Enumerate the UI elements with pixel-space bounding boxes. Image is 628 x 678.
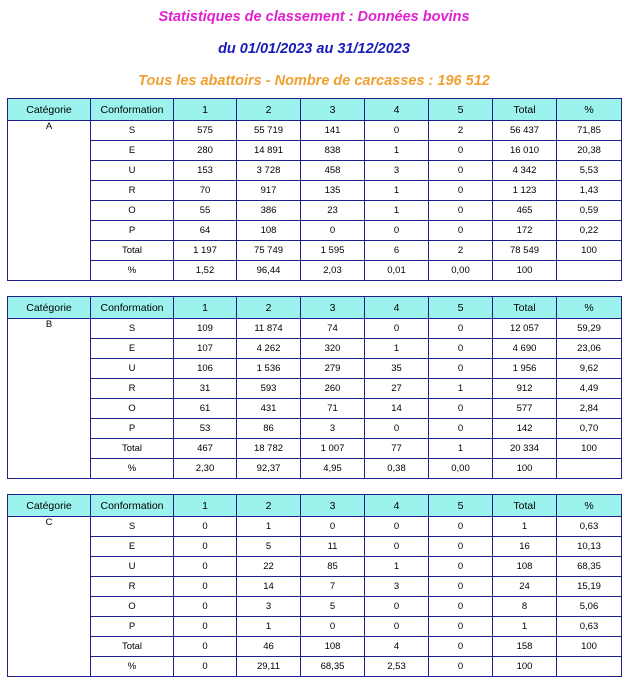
value-cell: 0 [365, 419, 429, 439]
value-cell: 431 [237, 399, 301, 419]
value-cell: 68,35 [301, 657, 365, 677]
value-cell: 16 010 [493, 141, 557, 161]
value-cell: 4,49 [557, 379, 622, 399]
header-class-2: 2 [237, 297, 301, 319]
report-title: Statistiques de classement : Données bovins [158, 9, 470, 25]
table-header-row [8, 297, 622, 319]
header-class-5: 5 [429, 99, 493, 121]
value-cell: 7 [301, 577, 365, 597]
value-cell: 1 [365, 201, 429, 221]
value-cell: 0,70 [557, 419, 622, 439]
value-cell [557, 459, 622, 479]
value-cell: 912 [493, 379, 557, 399]
value-cell: 1 007 [301, 439, 365, 459]
value-cell: 0 [365, 319, 429, 339]
value-cell: 96,44 [237, 261, 301, 281]
header-categorie: Catégorie [8, 99, 91, 121]
value-cell: 153 [174, 161, 237, 181]
header-categorie: Catégorie [8, 495, 91, 517]
value-cell: 4 262 [237, 339, 301, 359]
conformation-cell: % [91, 261, 174, 281]
value-cell: 1 956 [493, 359, 557, 379]
value-cell: 0 [174, 577, 237, 597]
header-class-1: 1 [174, 99, 237, 121]
value-cell: 0,63 [557, 517, 622, 537]
header-total: Total [493, 99, 557, 121]
value-cell: 593 [237, 379, 301, 399]
conformation-cell: Total [91, 439, 174, 459]
table-row [8, 557, 622, 577]
header-class-3: 3 [301, 297, 365, 319]
value-cell: 108 [493, 557, 557, 577]
stats-table-c [7, 494, 622, 677]
value-cell: 92,37 [237, 459, 301, 479]
value-cell: 3 [365, 161, 429, 181]
value-cell: 4 [365, 637, 429, 657]
value-cell: 8 [493, 597, 557, 617]
value-cell: 1 [493, 517, 557, 537]
table-row [8, 319, 622, 339]
value-cell: 141 [301, 121, 365, 141]
value-cell: 0 [429, 359, 493, 379]
table-row [8, 359, 622, 379]
value-cell: 100 [493, 459, 557, 479]
value-cell: 5,53 [557, 161, 622, 181]
value-cell: 0 [429, 141, 493, 161]
value-cell: 0 [429, 339, 493, 359]
table-row [8, 419, 622, 439]
value-cell: 108 [237, 221, 301, 241]
report-period: du 01/01/2023 au 31/12/2023 [218, 41, 410, 57]
value-cell: 20,38 [557, 141, 622, 161]
value-cell: 158 [493, 637, 557, 657]
value-cell: 31 [174, 379, 237, 399]
table-row [8, 201, 622, 221]
value-cell: 1 [237, 517, 301, 537]
table-row [8, 121, 622, 141]
conformation-cell: % [91, 657, 174, 677]
header-conformation: Conformation [91, 297, 174, 319]
value-cell: 5,06 [557, 597, 622, 617]
header-class-5: 5 [429, 495, 493, 517]
table-row [8, 141, 622, 161]
value-cell: 0 [429, 637, 493, 657]
value-cell: 0 [429, 617, 493, 637]
value-cell: 0 [429, 557, 493, 577]
header-class-3: 3 [301, 99, 365, 121]
value-cell: 100 [557, 637, 622, 657]
value-cell: 6 [365, 241, 429, 261]
table-row [8, 339, 622, 359]
value-cell: 56 437 [493, 121, 557, 141]
value-cell [557, 261, 622, 281]
value-cell: 11 874 [237, 319, 301, 339]
value-cell: 0 [429, 161, 493, 181]
header-total: Total [493, 297, 557, 319]
value-cell: 1 [237, 617, 301, 637]
value-cell: 0 [429, 319, 493, 339]
table-row [8, 241, 622, 261]
value-cell: 1,52 [174, 261, 237, 281]
value-cell: 75 749 [237, 241, 301, 261]
category-cell: A [8, 121, 91, 281]
value-cell: 172 [493, 221, 557, 241]
value-cell: 0 [365, 221, 429, 241]
value-cell: 0 [301, 221, 365, 241]
value-cell: 22 [237, 557, 301, 577]
conformation-cell: O [91, 399, 174, 419]
value-cell: 575 [174, 121, 237, 141]
value-cell: 0 [174, 557, 237, 577]
value-cell: 0,38 [365, 459, 429, 479]
value-cell: 0 [429, 201, 493, 221]
value-cell: 386 [237, 201, 301, 221]
value-cell: 0 [429, 657, 493, 677]
table-row [8, 537, 622, 557]
header-class-2: 2 [237, 99, 301, 121]
value-cell: 59,29 [557, 319, 622, 339]
value-cell: 107 [174, 339, 237, 359]
value-cell: 0 [429, 577, 493, 597]
value-cell: 23 [301, 201, 365, 221]
table-header-row [8, 495, 622, 517]
value-cell: 86 [237, 419, 301, 439]
table-row [8, 657, 622, 677]
value-cell: 1 [365, 141, 429, 161]
value-cell: 29,11 [237, 657, 301, 677]
value-cell: 3 728 [237, 161, 301, 181]
value-cell: 142 [493, 419, 557, 439]
header-total: Total [493, 495, 557, 517]
value-cell: 100 [493, 657, 557, 677]
value-cell: 320 [301, 339, 365, 359]
value-cell: 9,62 [557, 359, 622, 379]
value-cell: 0,00 [429, 261, 493, 281]
value-cell: 0 [365, 597, 429, 617]
value-cell: 3 [365, 577, 429, 597]
value-cell: 5 [301, 597, 365, 617]
value-cell: 0,63 [557, 617, 622, 637]
conformation-cell: % [91, 459, 174, 479]
value-cell: 458 [301, 161, 365, 181]
value-cell: 2,84 [557, 399, 622, 419]
conformation-cell: S [91, 517, 174, 537]
header-class-2: 2 [237, 495, 301, 517]
value-cell: 100 [557, 241, 622, 261]
value-cell: 14 [237, 577, 301, 597]
value-cell: 2 [429, 241, 493, 261]
header-percent: % [557, 495, 622, 517]
value-cell: 0 [429, 221, 493, 241]
value-cell: 100 [493, 261, 557, 281]
value-cell: 0 [429, 181, 493, 201]
value-cell: 0 [301, 617, 365, 637]
value-cell: 4 690 [493, 339, 557, 359]
value-cell: 280 [174, 141, 237, 161]
value-cell: 2,53 [365, 657, 429, 677]
value-cell: 27 [365, 379, 429, 399]
table-row [8, 517, 622, 537]
value-cell: 1 [365, 339, 429, 359]
value-cell: 2,30 [174, 459, 237, 479]
value-cell: 467 [174, 439, 237, 459]
value-cell: 55 [174, 201, 237, 221]
value-cell: 23,06 [557, 339, 622, 359]
header-percent: % [557, 99, 622, 121]
value-cell: 1,43 [557, 181, 622, 201]
value-cell: 0 [429, 419, 493, 439]
value-cell: 68,35 [557, 557, 622, 577]
header-class-5: 5 [429, 297, 493, 319]
table-row [8, 617, 622, 637]
header-class-4: 4 [365, 495, 429, 517]
value-cell: 0 [174, 637, 237, 657]
value-cell: 1 123 [493, 181, 557, 201]
conformation-cell: P [91, 419, 174, 439]
table-row [8, 379, 622, 399]
value-cell: 78 549 [493, 241, 557, 261]
value-cell: 16 [493, 537, 557, 557]
value-cell: 2,03 [301, 261, 365, 281]
value-cell: 0 [174, 537, 237, 557]
value-cell: 18 782 [237, 439, 301, 459]
value-cell: 109 [174, 319, 237, 339]
value-cell: 0 [365, 517, 429, 537]
value-cell: 0,01 [365, 261, 429, 281]
value-cell: 24 [493, 577, 557, 597]
value-cell: 0,22 [557, 221, 622, 241]
value-cell: 917 [237, 181, 301, 201]
table-row [8, 597, 622, 617]
value-cell: 3 [237, 597, 301, 617]
value-cell: 0,00 [429, 459, 493, 479]
value-cell: 85 [301, 557, 365, 577]
value-cell: 1 [429, 379, 493, 399]
value-cell: 70 [174, 181, 237, 201]
value-cell: 1 [365, 181, 429, 201]
value-cell: 53 [174, 419, 237, 439]
value-cell: 15,19 [557, 577, 622, 597]
conformation-cell: E [91, 339, 174, 359]
value-cell [557, 657, 622, 677]
header-class-1: 1 [174, 495, 237, 517]
category-cell: C [8, 517, 91, 677]
value-cell: 106 [174, 359, 237, 379]
value-cell: 0 [429, 597, 493, 617]
value-cell: 10,13 [557, 537, 622, 557]
value-cell: 1 [493, 617, 557, 637]
conformation-cell: E [91, 537, 174, 557]
table-row [8, 459, 622, 479]
value-cell: 108 [301, 637, 365, 657]
value-cell: 0 [174, 617, 237, 637]
conformation-cell: Total [91, 637, 174, 657]
value-cell: 5 [237, 537, 301, 557]
table-row [8, 439, 622, 459]
value-cell: 2 [429, 121, 493, 141]
table-row [8, 399, 622, 419]
table-row [8, 577, 622, 597]
header-class-4: 4 [365, 297, 429, 319]
value-cell: 0 [429, 399, 493, 419]
value-cell: 0 [365, 537, 429, 557]
value-cell: 0 [301, 517, 365, 537]
conformation-cell: U [91, 161, 174, 181]
header-percent: % [557, 297, 622, 319]
value-cell: 71 [301, 399, 365, 419]
header-class-4: 4 [365, 99, 429, 121]
value-cell: 0 [429, 517, 493, 537]
conformation-cell: S [91, 121, 174, 141]
conformation-cell: U [91, 557, 174, 577]
value-cell: 4,95 [301, 459, 365, 479]
value-cell: 35 [365, 359, 429, 379]
conformation-cell: O [91, 201, 174, 221]
value-cell: 260 [301, 379, 365, 399]
conformation-cell: O [91, 597, 174, 617]
value-cell: 3 [301, 419, 365, 439]
value-cell: 1 536 [237, 359, 301, 379]
header-categorie: Catégorie [8, 297, 91, 319]
value-cell: 0 [174, 657, 237, 677]
value-cell: 1 197 [174, 241, 237, 261]
value-cell: 577 [493, 399, 557, 419]
table-header-row [8, 99, 622, 121]
value-cell: 14 891 [237, 141, 301, 161]
value-cell: 0 [174, 597, 237, 617]
conformation-cell: E [91, 141, 174, 161]
value-cell: 0,59 [557, 201, 622, 221]
value-cell: 12 057 [493, 319, 557, 339]
table-row [8, 181, 622, 201]
conformation-cell: R [91, 181, 174, 201]
value-cell: 20 334 [493, 439, 557, 459]
conformation-cell: R [91, 577, 174, 597]
conformation-cell: P [91, 617, 174, 637]
stats-table-a [7, 98, 622, 281]
stats-table-b [7, 296, 622, 479]
value-cell: 55 719 [237, 121, 301, 141]
value-cell: 465 [493, 201, 557, 221]
value-cell: 71,85 [557, 121, 622, 141]
header-conformation: Conformation [91, 99, 174, 121]
header-class-1: 1 [174, 297, 237, 319]
value-cell: 46 [237, 637, 301, 657]
value-cell: 74 [301, 319, 365, 339]
value-cell: 0 [365, 121, 429, 141]
value-cell: 838 [301, 141, 365, 161]
value-cell: 1 [429, 439, 493, 459]
value-cell: 135 [301, 181, 365, 201]
value-cell: 0 [365, 617, 429, 637]
header-class-3: 3 [301, 495, 365, 517]
conformation-cell: Total [91, 241, 174, 261]
value-cell: 14 [365, 399, 429, 419]
value-cell: 100 [557, 439, 622, 459]
conformation-cell: U [91, 359, 174, 379]
table-row [8, 221, 622, 241]
value-cell: 11 [301, 537, 365, 557]
value-cell: 4 342 [493, 161, 557, 181]
table-row [8, 261, 622, 281]
conformation-cell: P [91, 221, 174, 241]
header-conformation: Conformation [91, 495, 174, 517]
table-row [8, 637, 622, 657]
value-cell: 0 [174, 517, 237, 537]
table-row [8, 161, 622, 181]
value-cell: 1 [365, 557, 429, 577]
category-cell: B [8, 319, 91, 479]
report-subtitle: Tous les abattoirs - Nombre de carcasses : 196 512 [138, 73, 490, 89]
value-cell: 77 [365, 439, 429, 459]
value-cell: 61 [174, 399, 237, 419]
value-cell: 1 595 [301, 241, 365, 261]
value-cell: 64 [174, 221, 237, 241]
conformation-cell: R [91, 379, 174, 399]
value-cell: 279 [301, 359, 365, 379]
value-cell: 0 [429, 537, 493, 557]
conformation-cell: S [91, 319, 174, 339]
